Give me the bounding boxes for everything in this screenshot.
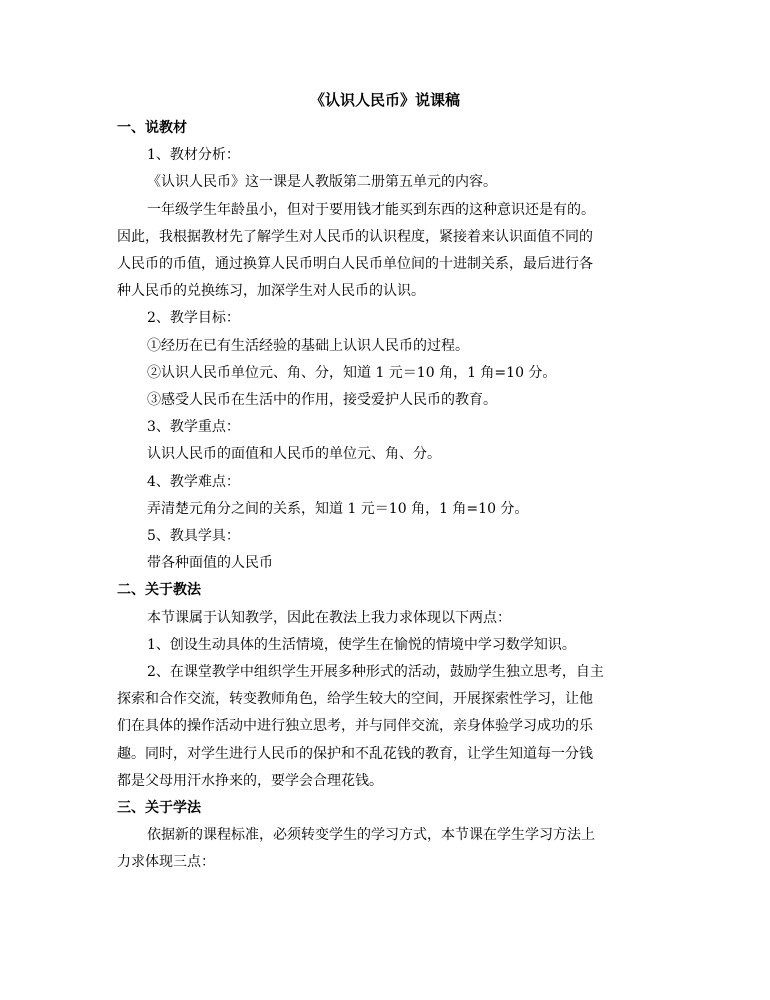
document-title: 《认识人民币》说课稿 xyxy=(309,91,460,109)
text-line: 人民币的币值，通过换算人民币明白人民币单位间的十进制关系，最后进行各 xyxy=(117,256,593,273)
text-line: 5、教具学具： xyxy=(147,528,240,545)
text-line: 因此，我根据教材先了解学生对人民币的认识程度，紧接着来认识面值不同的 xyxy=(117,228,593,245)
text-line: 4、教学难点： xyxy=(147,473,240,490)
section-heading: 二、关于教法 xyxy=(117,582,201,599)
text-line: 1、教材分析： xyxy=(147,147,240,164)
text-line: 2、在课堂教学中组织学生开展多种形式的活动，鼓励学生独立思考，自主 xyxy=(147,664,604,681)
text-line: 力求体现三点： xyxy=(117,854,215,871)
text-line: ②认识人民币单位元、角、分，知道 1 元＝10 角，1 角=10 分。 xyxy=(147,364,557,381)
text-line: 弄清楚元角分之间的关系，知道 1 元＝10 角，1 角=10 分。 xyxy=(147,500,529,517)
text-line: 《认识人民币》这一课是人教版第二册第五单元的内容。 xyxy=(147,174,497,191)
text-line: 认识人民币的面值和人民币的单位元、角、分。 xyxy=(147,446,441,463)
text-line: 探索和合作交流，转变教师角色，给学生较大的空间，开展探索性学习，让他 xyxy=(117,691,593,708)
text-line: 本节课属于认知教学，因此在教法上我力求体现以下两点： xyxy=(147,609,511,626)
section-heading: 一、说教材 xyxy=(117,120,187,136)
text-line: 依据新的课程标准，必须转变学生的学习方式，本节课在学生学习方法上 xyxy=(147,827,595,844)
text-line: ①经历在已有生活经验的基础上认识人民币的过程。 xyxy=(147,337,469,354)
text-line: 1、创设生动具体的生活情境，使学生在愉悦的情境中学习数学知识。 xyxy=(147,636,576,653)
document-body xyxy=(117,115,662,877)
text-line: 一年级学生年龄虽小，但对于要用钱才能买到东西的这种意识还是有的。 xyxy=(147,201,595,218)
text-line: 趣。同时，对学生进行人民币的保护和不乱花钱的教育，让学生知道每一分钱 xyxy=(117,745,593,762)
text-line: 带各种面值的人民币 xyxy=(147,555,273,572)
text-line: ③感受人民币在生活中的作用，接受爱护人民币的教育。 xyxy=(147,392,497,409)
text-line: 们在具体的操作活动中进行独立思考，并与同伴交流，亲身体验学习成功的乐 xyxy=(117,718,593,735)
text-line: 3、教学重点： xyxy=(147,419,240,436)
section-heading: 三、关于学法 xyxy=(117,800,201,817)
text-line: 种人民币的兑换练习，加深学生对人民币的认识。 xyxy=(117,283,425,300)
text-line: 2、教学目标： xyxy=(147,310,240,327)
text-line: 都是父母用汗水挣来的，要学会合理花钱。 xyxy=(117,772,383,789)
